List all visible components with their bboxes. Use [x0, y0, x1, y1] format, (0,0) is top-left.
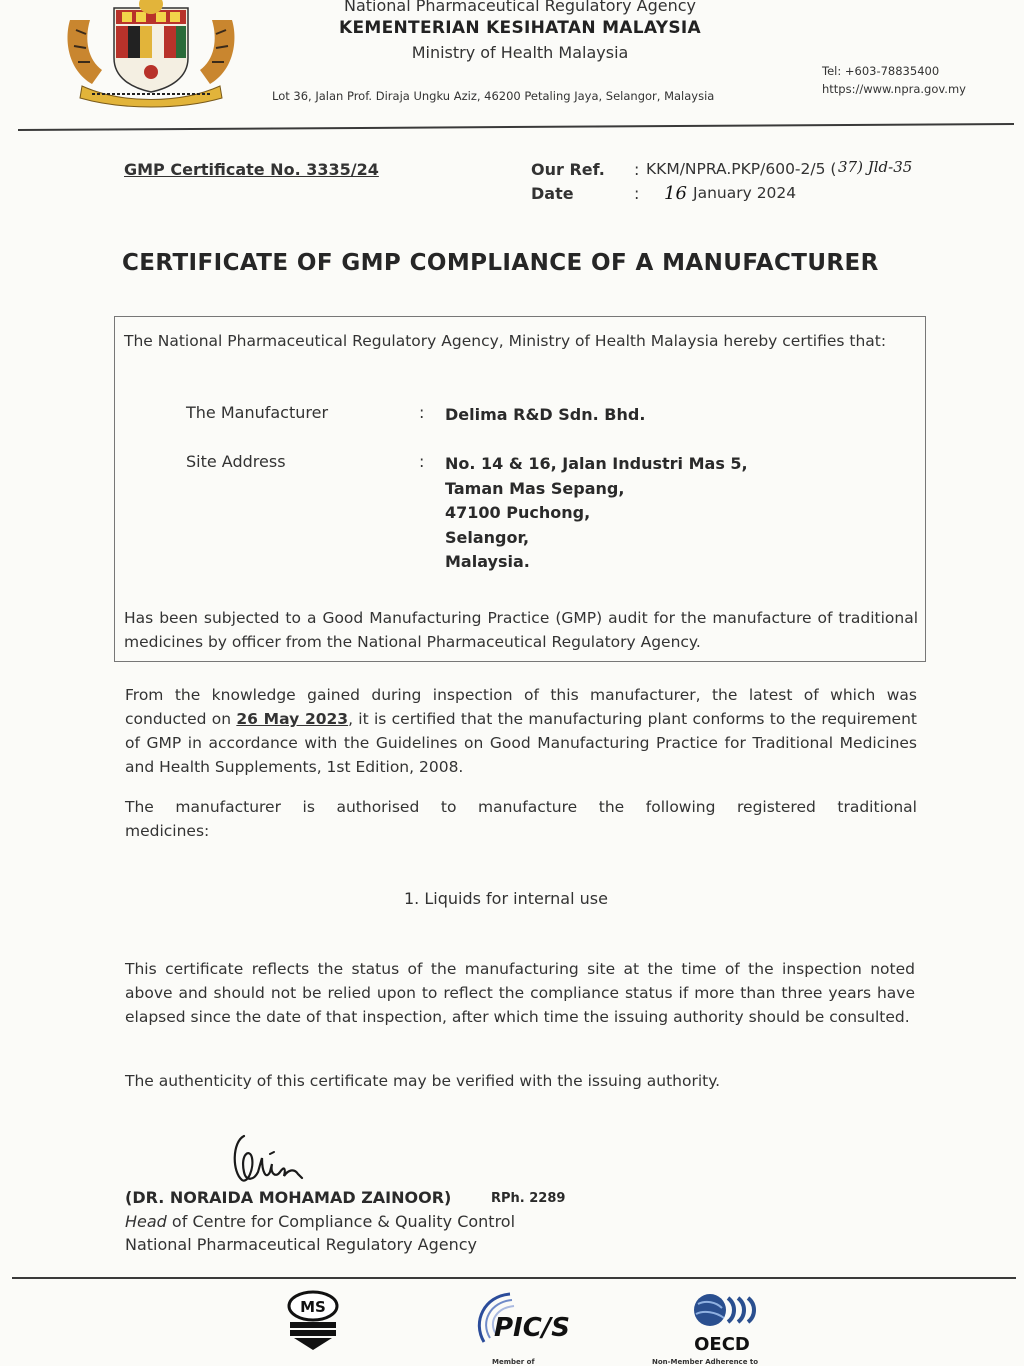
manufacturer-name: Delima R&D Sdn. Bhd.	[445, 405, 646, 424]
signatory-title-rest: of Centre for Compliance & Quality Control	[166, 1212, 516, 1231]
our-ref-label: Our Ref.	[531, 160, 605, 179]
signatory-title-italic: Head	[125, 1212, 167, 1231]
our-ref-value: KKM/NPRA.PKP/600-2/5 (	[646, 160, 837, 178]
signatory-title	[125, 1212, 515, 1231]
certificate-number: GMP Certificate No. 3335/24	[124, 160, 379, 179]
manufacturer-colon: :	[419, 403, 425, 422]
pics-logo	[470, 1288, 570, 1354]
audit-statement: Has been subjected to a Good Manufacturing Practice (GMP) audit for the manufacture of traditional medicines by officer from the National Pharmaceutical Regulatory Agency.	[124, 609, 918, 651]
agency-address: Lot 36, Jalan Prof. Diraja Ungku Aziz, 46200 Petaling Jaya, Selangor, Malaysia	[272, 89, 715, 103]
agency-name: National Pharmaceutical Regulatory Agency	[343, 0, 696, 15]
pics-logo-text: PIC/S	[494, 1313, 570, 1343]
svg-text:MS: MS	[300, 1298, 326, 1316]
signatory-agency: National Pharmaceutical Regulatory Agency	[125, 1235, 478, 1254]
ministry-name-english: Ministry of Health Malaysia	[411, 43, 629, 62]
our-ref-colon: :	[634, 160, 640, 179]
validity-paragraph: This certificate reflects the status of the manufacturing site at the time of the inspection noted above and should not be relied upon to reflect the compliance status if more than three years have elapsed since the date of that inspection, after which time the issuing authority should be consulted.	[125, 960, 915, 1026]
site-address-line: No. 14 & 16, Jalan Industri Mas 5,	[445, 454, 748, 473]
date-value: January 2024	[693, 184, 797, 202]
certification-intro: The National Pharmaceutical Regulatory Agency, Ministry of Health Malaysia hereby certifies that:	[124, 332, 887, 350]
site-address-label: Site Address	[186, 452, 286, 471]
site-address-line: 47100 Puchong,	[445, 503, 591, 522]
pics-caption: Member of	[492, 1358, 535, 1366]
ms-certification-logo	[276, 1288, 350, 1354]
header-divider	[18, 123, 1014, 131]
inspection-date: 26 May 2023	[236, 710, 349, 728]
site-address-line: Malaysia.	[445, 552, 530, 571]
authenticity-paragraph: The authenticity of this certificate may be verified with the issuing authority.	[125, 1072, 721, 1090]
date-day-handwritten: 16	[664, 183, 687, 204]
signatory-name: (DR. NORAIDA MOHAMAD ZAINOOR)	[125, 1188, 452, 1207]
site-address-colon: :	[419, 452, 425, 471]
date-label: Date	[531, 184, 574, 203]
svg-text:OECD: OECD	[694, 1334, 750, 1354]
site-address-line: Taman Mas Sepang,	[445, 478, 625, 498]
signatory-registration: RPh. 2289	[491, 1191, 566, 1206]
oecd-logo	[686, 1290, 766, 1354]
our-ref-handwritten: 37) Jld-35	[838, 158, 913, 176]
authorisation-paragraph-line-2: medicines:	[125, 822, 210, 840]
authorisation-paragraph-line-1: The manufacturer is authorised to manufacture the following registered traditional	[125, 798, 917, 816]
inspection-text-end: , it is certified that the manufacturing plant conforms to the requirement of GMP in accordance with the Guidelines on Good Manufacturing Practice for Traditional Medicines and Health Supplements, 1st Edition, 2008.	[125, 710, 917, 776]
agency-website: https://www.npra.gov.my	[822, 82, 966, 96]
manufacturer-label: The Manufacturer	[186, 403, 329, 422]
date-colon: :	[634, 184, 640, 203]
agency-telephone: Tel: +603-78835400	[822, 64, 940, 78]
site-address	[445, 452, 748, 575]
handwritten-signature	[226, 1128, 306, 1190]
footer-divider	[12, 1277, 1016, 1279]
malaysia-coat-of-arms-logo	[62, 0, 240, 108]
site-address-line: Selangor,	[445, 527, 530, 547]
inspection-paragraph	[125, 683, 917, 779]
document-title: CERTIFICATE OF GMP COMPLIANCE OF A MANUFACTURER	[122, 250, 879, 276]
oecd-caption: Non-Member Adherence to	[652, 1358, 759, 1366]
ministry-name-malay: KEMENTERIAN KESIHATAN MALAYSIA	[339, 18, 701, 38]
authorised-product-item: 1. Liquids for internal use	[404, 889, 608, 908]
inspection-text-start: From the knowledge gained during inspection of this manufacturer, the latest of which was conducted on	[125, 686, 917, 728]
